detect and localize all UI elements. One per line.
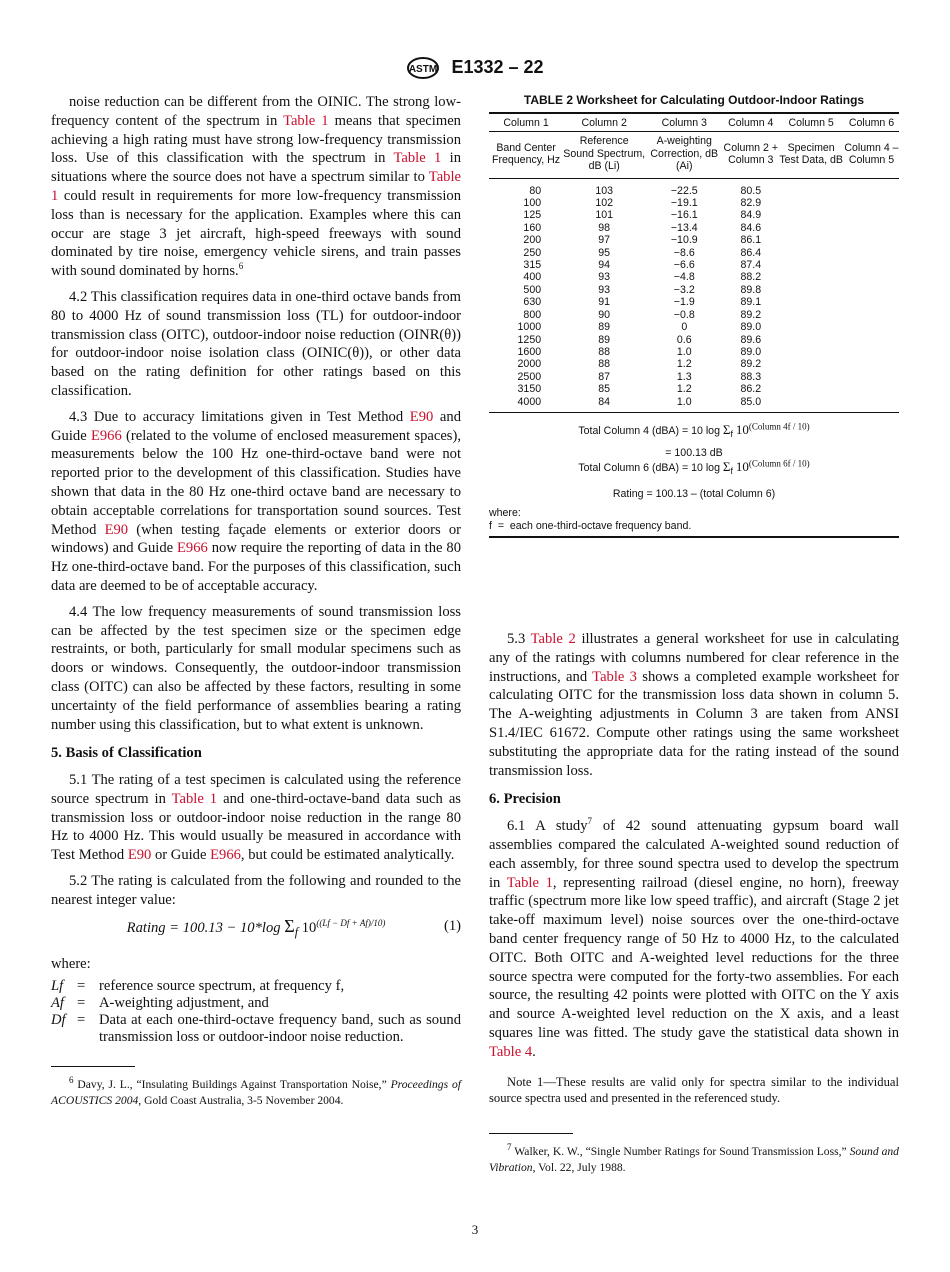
table-row <box>489 271 899 283</box>
table-cell: 88.2 <box>740 271 762 284</box>
table-cell <box>778 222 844 234</box>
table-cell <box>778 358 844 370</box>
table-cell: 315 <box>523 259 542 272</box>
table-cell: 0.6 <box>676 333 692 346</box>
sum-subscript: f <box>730 466 733 477</box>
cross-reference-link[interactable]: E966 <box>210 847 241 864</box>
table-row <box>489 209 899 221</box>
column-description: Band Center Frequency, Hz <box>489 132 563 178</box>
table-cell: 4000 <box>489 396 563 413</box>
equation-lhs: Rating = 100.13 − 10*log <box>126 919 281 936</box>
text-run: now require the reporting of data in the 80 Hz one-third-octave band. For the purposes of this classification, such data are deemed to be of acceptable accuracy. <box>51 540 461 594</box>
table-cell: −4.8 <box>673 271 695 284</box>
table-cell: 89.0 <box>740 321 762 334</box>
table-cell: −22.5 <box>670 184 698 197</box>
section-6-paragraphs <box>489 817 899 1061</box>
sum-symbol: Σ <box>284 915 295 936</box>
table-cell <box>844 334 899 346</box>
table-cell: 87.4 <box>740 259 762 272</box>
equation-exponent: ((Lf − Df + Af)/10) <box>316 917 386 928</box>
column-label: Column 4 <box>723 113 778 132</box>
column-description: Column 4 – Column 5 <box>844 132 899 178</box>
footnote-rule <box>51 1066 135 1067</box>
footnote-6 <box>51 1077 461 1109</box>
table-cell <box>844 321 899 333</box>
table-cell <box>844 271 899 283</box>
table-cell <box>844 358 899 370</box>
footnote-text: Davy, J. L., “Insulating Buildings Against Transportation Noise,” <box>77 1078 391 1092</box>
svg-text:ASTM: ASTM <box>409 64 438 75</box>
cross-reference-link[interactable]: Table 1 <box>506 874 553 891</box>
cross-reference-link[interactable]: E90 <box>409 408 434 425</box>
table-cell <box>778 383 844 395</box>
table-cell: 89.6 <box>740 333 762 346</box>
text-run: in situations where the source does not have a spectrum similar to <box>51 150 462 186</box>
table-cell: 1.0 <box>676 345 692 358</box>
table-cell: 103 <box>595 184 614 197</box>
table-cell: 1250 <box>517 333 542 346</box>
note-1 <box>489 1074 899 1107</box>
formula-base: 10 <box>735 421 749 437</box>
footnote-7 <box>489 1141 899 1176</box>
right-column <box>489 630 899 1176</box>
formula-base: 10 <box>735 459 749 475</box>
table-cell: 1.2 <box>676 383 692 396</box>
table-cell <box>778 284 844 296</box>
definition-item <box>51 978 461 995</box>
definition-text: reference source spectrum, at frequency f, <box>99 978 345 995</box>
page-header <box>0 56 950 80</box>
paragraph <box>51 872 461 910</box>
text-run: 6.1 A study <box>507 818 588 835</box>
table-cell: 0 <box>681 321 688 334</box>
table-cell: 400 <box>523 271 542 284</box>
table-cell <box>778 247 844 259</box>
table-cell: 87 <box>598 370 611 383</box>
table-cell: 2500 <box>517 370 542 383</box>
table-cell: −16.1 <box>670 209 698 222</box>
paragraph <box>51 603 461 735</box>
right-paragraphs <box>489 630 899 780</box>
column-description: Specimen Test Data, dB <box>778 132 844 178</box>
table-cell: 101 <box>595 209 614 222</box>
table-row <box>489 346 899 358</box>
table-row <box>489 383 899 395</box>
sum-subscript: f <box>294 924 299 939</box>
table-row <box>489 247 899 259</box>
column-description: A-weighting Correction, dB (Ai) <box>645 132 723 178</box>
sum-symbol: Σ <box>722 459 731 475</box>
table-cell: 93 <box>598 283 611 296</box>
table-cell: −19.1 <box>670 197 698 210</box>
footnote-ref: 7 <box>587 816 592 827</box>
table-formulas <box>489 423 899 501</box>
definition-item <box>51 1012 461 1046</box>
table-cell: 1.0 <box>645 396 723 413</box>
table-cell <box>778 178 844 197</box>
table-row <box>489 321 899 333</box>
column-label: Column 5 <box>778 113 844 132</box>
table-cell: 97 <box>598 234 611 247</box>
definition-item <box>51 995 461 1012</box>
table-row <box>489 222 899 234</box>
formula-result: = 100.13 dB <box>665 447 723 460</box>
cross-reference-link[interactable]: E90 <box>127 847 152 864</box>
table-cell: 88 <box>598 345 611 358</box>
equation-number: (1) <box>443 917 461 934</box>
formula-text: Total Column 4 (dBA) = 10 log <box>578 424 720 437</box>
text-run: 4.3 Due to accuracy limitations given in Test Method <box>69 408 410 425</box>
table-row <box>489 396 899 413</box>
table-cell: 89.8 <box>740 283 762 296</box>
footnote-title: Sound and Vibration <box>489 1144 899 1174</box>
cross-reference-link[interactable]: Table 4 <box>489 1043 533 1060</box>
table-cell: 89 <box>598 333 611 346</box>
column-label: Column 1 <box>489 113 563 132</box>
table-cell: −1.9 <box>673 296 695 309</box>
cross-reference-link[interactable]: Table 1 <box>171 790 218 807</box>
table-cell <box>844 234 899 246</box>
table-cell: 80 <box>529 184 542 197</box>
table-cell <box>844 247 899 259</box>
table-cell <box>844 259 899 271</box>
table-cell <box>844 371 899 383</box>
table-cell: 85 <box>598 383 611 396</box>
footnote-text: Walker, K. W., “Single Number Ratings for Sound Transmission Loss,” <box>514 1144 850 1158</box>
table-cell <box>844 383 899 395</box>
equation-1 <box>51 917 461 942</box>
text-run: means that specimen achieving a high rating must have strong low-frequency transmission loss. Use of this classification with the spectrum in <box>51 112 461 167</box>
definition-eq: = <box>77 1012 86 1029</box>
table-cell <box>778 271 844 283</box>
text-run: 5.2 The rating is calculated from the following and rounded to the nearest integer value: <box>51 873 461 908</box>
table-cell: 80.5 <box>740 184 762 197</box>
table-cell: 85.0 <box>723 396 778 413</box>
sum-subscript: f <box>730 429 733 440</box>
table-cell: 84.9 <box>740 209 762 222</box>
table-row <box>489 309 899 321</box>
table-cell: 89.2 <box>740 308 762 321</box>
table-cell: 1.3 <box>676 370 692 383</box>
table-cell: 94 <box>598 259 611 272</box>
cross-reference-link[interactable]: Table 1 <box>393 150 442 167</box>
table-row <box>489 197 899 209</box>
table-cell: 88 <box>598 358 611 371</box>
table-cell: 1000 <box>517 321 542 334</box>
table-cell: 93 <box>598 271 611 284</box>
table-cell <box>844 284 899 296</box>
column-description: Column 2 + Column 3 <box>723 132 778 178</box>
table-caption: TABLE 2 Worksheet for Calculating Outdoor-Indoor Ratings <box>523 93 865 107</box>
table-cell <box>844 209 899 221</box>
table-cell: −8.6 <box>673 246 695 259</box>
table-cell <box>844 396 899 413</box>
table-cell: −6.6 <box>673 259 695 272</box>
definition-eq: = <box>77 995 86 1012</box>
table-cell <box>778 334 844 346</box>
text-run: 5.1 The rating of a test specimen is calculated using the reference source spectrum in <box>51 772 461 807</box>
formula-total-column-4 <box>489 423 899 441</box>
table-cell: 90 <box>598 308 611 321</box>
text-run: shows a completed example worksheet for calculating OITC for the transmission loss data shown in column 5. The A-weighting adjustments in Column 3 are taken from ANSI S1.4/IEC 61672. Compute other ratings using the same worksheet substituting the appropriate data for the rating instead of the sound transmission loss. <box>489 668 899 779</box>
table-row <box>489 284 899 296</box>
cross-reference-link[interactable]: E966 <box>177 540 208 557</box>
table-cell <box>778 259 844 271</box>
sum-symbol: Σ <box>722 421 731 437</box>
footnote-title: Proceedings of ACOUSTICS 2004 <box>51 1078 461 1108</box>
table-row <box>489 178 899 197</box>
table-cell <box>844 197 899 209</box>
column-description: Reference Sound Spectrum, dB (Li) <box>563 132 645 178</box>
table-cell: −13.4 <box>670 221 698 234</box>
table-cell: 86.4 <box>740 246 762 259</box>
paragraph <box>489 630 899 780</box>
definition-eq: = <box>77 978 86 995</box>
table-cell: 89.0 <box>740 345 762 358</box>
table-cell: 89.2 <box>740 358 762 371</box>
table-cell: −0.8 <box>673 308 695 321</box>
table-cell: 84 <box>563 396 645 413</box>
table-2 <box>489 93 899 538</box>
table-row <box>489 234 899 246</box>
astm-logo-icon <box>406 56 440 80</box>
left-column <box>51 93 461 1109</box>
table-cell: 86.1 <box>740 234 762 247</box>
table-cell: 125 <box>523 209 542 222</box>
definition-symbol: Lf <box>51 978 64 995</box>
table-cell <box>778 396 844 413</box>
section-6-heading: 6. Precision <box>489 791 561 808</box>
table-cell: 102 <box>595 197 614 210</box>
worksheet-table <box>489 112 899 413</box>
formula-text: Total Column 6 (dBA) = 10 log <box>578 462 720 475</box>
text-run: and Guide <box>51 408 461 444</box>
table-cell: 89.1 <box>740 296 762 309</box>
table-cell: 630 <box>523 296 542 309</box>
where-label: where: <box>51 956 91 973</box>
formula-exponent: (Column 6f / 10) <box>748 458 810 469</box>
page-number: 3 <box>471 1222 479 1237</box>
table-cell: 200 <box>523 234 542 247</box>
table-cell <box>778 197 844 209</box>
definition-symbol: Af <box>51 995 64 1012</box>
table-cell: 250 <box>523 246 542 259</box>
table-cell <box>778 296 844 308</box>
table-row <box>489 296 899 308</box>
column-label: Column 6 <box>844 113 899 132</box>
table-cell <box>844 178 899 197</box>
table-cell: 98 <box>598 221 611 234</box>
footnote-number: 6 <box>69 1075 74 1086</box>
cross-reference-link[interactable]: Table 1 <box>283 112 329 129</box>
table-cell: 500 <box>523 283 542 296</box>
table-row <box>489 371 899 383</box>
footnote-rule <box>489 1133 573 1134</box>
table-cell: 800 <box>523 308 542 321</box>
left-paragraphs <box>51 93 461 734</box>
table-where-label: where: <box>489 507 521 520</box>
table-cell: 82.9 <box>740 197 762 210</box>
text-run: could result in requirements for more low-frequency transmission loss than is necessary for the application. Examples where this can occur are stage 3 jet aircraft, high-speed freeways with sound dominated by tire noise, emergency vehicle sirens, and train passes with sound dominated by horns. <box>51 187 461 280</box>
table-cell <box>778 321 844 333</box>
table-end-rule <box>489 536 899 538</box>
definitions-list <box>51 978 461 1046</box>
table-cell: −3.2 <box>673 283 695 296</box>
definition-text: A-weighting adjustment, and <box>99 995 269 1012</box>
section-5-heading: 5. Basis of Classification <box>51 745 202 762</box>
table-cell: 95 <box>598 246 611 259</box>
paragraph <box>51 93 461 281</box>
footnote-rest: , Gold Coast Australia, 3-5 November 2004. <box>138 1094 344 1108</box>
table-cell: 91 <box>598 296 611 309</box>
table-cell <box>844 296 899 308</box>
cross-reference-link[interactable]: Table 1 <box>51 169 461 204</box>
text-run: illustrates a general worksheet for use in calculating any of the ratings with columns numbered for clear reference in the instructions, and <box>489 631 899 685</box>
cross-reference-link[interactable]: Table 2 <box>530 631 576 647</box>
text-run: , but could be estimated analytically. <box>240 847 455 864</box>
text-run: 4.2 This classification requires data in one-third octave bands from 80 to 4000 Hz of sound transmission loss (TL) for outdoor-indoor transmission class (OITC), outdoor-indoor noise reduction (OINR(θ)) for outdoor-indoor noise isolation class (OINIC(θ)), or other data based on the rating definition for other ratings based on this classification. <box>51 288 461 399</box>
cross-reference-link[interactable]: Table 3 <box>592 668 637 685</box>
table-cell: −10.9 <box>670 234 698 247</box>
table-cell: 2000 <box>517 358 542 371</box>
text-run: or Guide <box>151 847 211 864</box>
table-cell <box>778 209 844 221</box>
table-cell: 1.2 <box>676 358 692 371</box>
table-cell: 86.2 <box>740 383 762 396</box>
formula-total-column-6 <box>489 460 899 478</box>
text-run: . <box>532 1043 536 1060</box>
table-cell <box>778 309 844 321</box>
rating-formula: Rating = 100.13 – (total Column 6) <box>612 488 776 501</box>
paragraph <box>51 771 461 865</box>
table-cell <box>778 234 844 246</box>
footnote-number: 7 <box>507 1141 512 1152</box>
text-run: Note 1—These results are valid only for spectra similar to the individual source spectra used and presented in the referenced study. <box>489 1074 899 1106</box>
footnote-rest: , Vol. 22, July 1988. <box>532 1160 626 1174</box>
text-run: (related to the volume of enclosed measurement spaces), measurements below the 100 Hz one-third-octave band were not reported prior to the development of this classification. Studies have shown that data in the 80 Hz one-third octave band are necessary to obtain acceptable correlations for transportation sound sources. Test Method <box>51 427 461 538</box>
table-cell <box>844 309 899 321</box>
equation-base: 10 <box>301 919 317 936</box>
table-row <box>489 334 899 346</box>
text-run: (when testing façade elements or exterior doors or windows) and Guide <box>51 521 461 557</box>
section-5-paragraphs <box>51 771 461 910</box>
paragraph <box>51 288 461 401</box>
table-cell <box>778 371 844 383</box>
table-cell <box>844 222 899 234</box>
column-descriptions-row <box>489 132 899 178</box>
text-run: , representing railroad (diesel engine, no horn), freeway traffic (spectrum more like low speed traffic), and aircraft (Stage 2 jet take-off maximum level) noise sources over the one-third-octave band center frequency range of 50 Hz to 4000 Hz, to the calculated OITC. Both OITC and A-weighted level reductions for the three source spectra were computed for the forty-two assemblies. For each source, the resulting 42 points were plotted with OITC on the Y axis and source A-weighted level reduction on the X axis, and a least squares line was fitted. The study gave the statistical data shown in <box>489 874 899 1041</box>
column-labels-row <box>489 113 899 132</box>
table-cell: 84.6 <box>740 221 762 234</box>
table-where-definition: f = each one-third-octave frequency band. <box>489 520 692 533</box>
text-run: 5.3 <box>507 631 531 647</box>
document-designation: E1332 – 22 <box>451 56 544 77</box>
column-label: Column 2 <box>563 113 645 132</box>
table-row <box>489 259 899 271</box>
text-run: of 42 sound attenuating gypsum board wall assemblies compared the calculated A-weighted sound reduction of each assembly, for three sound spectra used to develop the spectrum in <box>489 818 899 891</box>
text-run: noise reduction can be different from the OINIC. The strong low-frequency content of the spectrum in <box>51 94 461 129</box>
table-cell: 1600 <box>517 345 542 358</box>
footnote-ref: 6 <box>238 261 244 272</box>
table-cell <box>778 346 844 358</box>
table-cell <box>844 346 899 358</box>
text-run: and one-third-octave-band data such as transmission loss or outdoor-indoor noise reduction in the range 80 Hz to 4000 Hz. This would usually be measured in accordance with Test Method <box>51 790 461 864</box>
column-label: Column 3 <box>645 113 723 132</box>
table-row <box>489 358 899 370</box>
paragraph <box>489 1074 899 1107</box>
table-cell: 89 <box>598 321 611 334</box>
table-cell: 160 <box>523 221 542 234</box>
paragraph <box>51 408 461 596</box>
cross-reference-link[interactable]: E966 <box>90 427 122 444</box>
table-cell: 88.3 <box>740 370 762 383</box>
table-cell: 3150 <box>517 383 542 396</box>
paragraph <box>489 817 899 1061</box>
table-cell: 100 <box>523 197 542 210</box>
cross-reference-link[interactable]: E90 <box>104 521 129 538</box>
definition-symbol: Df <box>51 1012 66 1029</box>
formula-exponent: (Column 4f / 10) <box>748 421 810 432</box>
definition-text: Data at each one-third-octave frequency band, such as sound transmission loss or outdoor-indoor noise reduction. <box>99 1012 461 1046</box>
text-run: 4.4 The low frequency measurements of sound transmission loss can be affected by the test specimen size or the specimen edge restraints, or both, particularly for small modular specimens such as doors or windows. Consequently, the outdoor-indoor transmission class (OITC) can also be affected by these factors, resulting in some uncertainty of the field performance of assemblies bearing a rating number using this classification, but to what extent is unknown. <box>51 603 461 733</box>
